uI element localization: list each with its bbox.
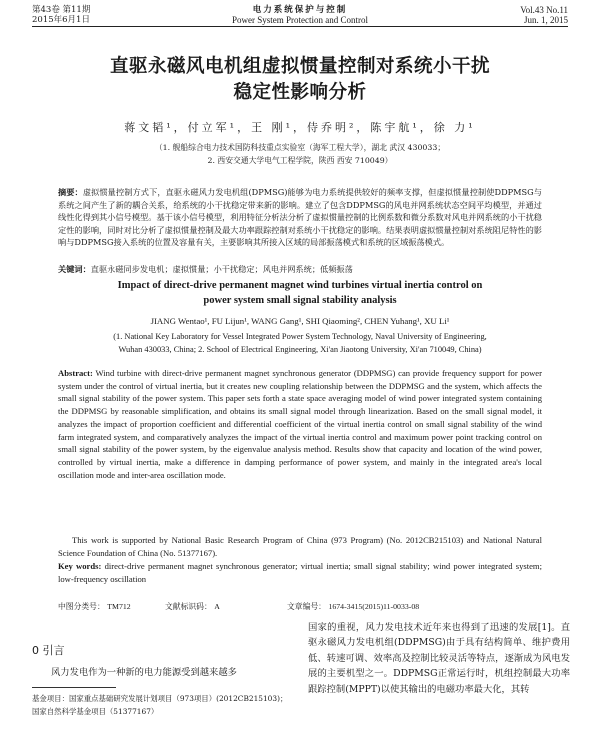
intro-right-text: 国家的重视，风力发电技术近年来也得到了迅速的发展[1]。直驱永磁风力发电机组(DDPMSG)由于具有结构简单、维护费用低、转速可调、效率高及控制比较灵活等特点，逐渐成为风电发展的主要机型之一。DDPMSG正常运行时，机组控制最大功率跟踪控制(MPPT)以使其输出的电磁功率最大化，其转	[308, 622, 570, 695]
article-label: 文章编号：	[287, 602, 326, 611]
affiliation-zh-1: （1. 舰船综合电力技术国防科技重点实验室（海军工程大学），湖北 武汉 430033；	[154, 143, 446, 152]
affiliation-en-2: Wuhan 430033, China; 2. School of Electrical Engineering, Xi'an Jiaotong University, Xi'an 710049, China)	[118, 345, 482, 354]
abstract-en	[58, 367, 542, 533]
keywords-en-text: direct-drive permanent magnet synchronous generator; virtual inertia; small signal stability; wind power integrated system; low-frequency oscillation	[58, 561, 543, 584]
title-zh-line2: 稳定性影响分析	[233, 82, 367, 103]
affiliation-zh-2: 2. 西安交通大学电气工程学院，陕西 西安 710049）	[207, 156, 393, 165]
section-heading-introduction: 0 引言	[32, 644, 65, 657]
title-zh-line1: 直驱永磁风电机组虚拟惯量控制对系统小干扰	[109, 56, 490, 77]
footnote-funding: 基金项目：国家重点基础研究发展计划项目（973项目）(2012CB215103)；国家自然科学基金项目（51377167）	[32, 694, 288, 716]
header-date-zh: 2015年6月1日	[32, 15, 90, 25]
keywords-en	[58, 560, 542, 585]
keywords-zh-text: 直驱永磁同步发电机；虚拟惯量；小干扰稳定；风电并网系统；低频振荡	[90, 264, 353, 274]
authors-en: JIANG Wentao¹, FU Lijun¹, WANG Gang¹, SHI Qiaoming², CHEN Yuhang¹, XU Li¹	[150, 316, 450, 326]
doc-value: A	[214, 602, 220, 611]
clc-value: TM712	[107, 602, 131, 611]
header-volume-zh: 第43卷 第11期	[32, 5, 91, 15]
document-code	[165, 601, 220, 614]
title-en-line2: power system small signal stability analysis	[203, 295, 397, 306]
article-value: 1674-3415(2015)11-0033-08	[328, 602, 420, 611]
doc-label: 文献标识码：	[165, 602, 212, 611]
abstract-en-text: Wind turbine with direct-drive permanent magnet synchronous generator (DDPMSG) can provide frequency support for power system under the control of virtual inertia, but it creates new coupling relationship between the DDPMSG and the system, which affects the small signal stability of the power system. This paper sets forth a state space averaging model of wind power integrated system containing the DDPMSG by reasonable simplification, and obtains its small signal model through linearization. Based on the small signal model, it analyzes the impact of proportion coefficient and differential coefficient of the virtual inertia control on small signal stability of the wind farm integrated system, and comparatively analyzes the impact of the virtual inertia control and maximum power point tracking control on small signal stability of the power system, by the eigenvalue analysis method. Results show that capacity and location of the wind power, controlled by virtual inertia, make a difference in damping performance of power system, and mainly in the integrated area's local oscillation mode and inter-area oscillation mode.	[58, 368, 542, 480]
title-en-line1: Impact of direct-drive permanent magnet wind turbines virtual inertia control on	[117, 280, 483, 291]
header-volume-en: Vol.43 No.11	[520, 5, 568, 15]
article-number	[287, 601, 419, 614]
intro-left-text: 风力发电作为一种新的电力能源受到越来越多	[51, 667, 237, 678]
affiliation-en-1: (1. National Key Laboratory for Vessel Integrated Power System Technology, Naval University of Engineering,	[113, 332, 487, 341]
abstract-zh	[58, 186, 542, 262]
keywords-zh-label: 关键词：	[58, 264, 91, 274]
clc-number	[58, 601, 131, 614]
header-date-en: Jun. 1, 2015	[523, 15, 568, 25]
footnote-rule	[32, 687, 116, 688]
header-rule	[32, 26, 568, 27]
keywords-en-label: Key words:	[58, 561, 102, 571]
header-journal-zh: 电力系统保护与控制	[252, 5, 348, 15]
support-en: This work is supported by National Basic Research Program of China (973 Program) (No. 2012CB215103) and National Natural Science Foundation of China (No. 51377167).	[58, 535, 542, 558]
clc-label: 中图分类号：	[58, 602, 105, 611]
keywords-zh	[58, 263, 542, 276]
abstract-zh-text: 虚拟惯量控制方式下，直驱永磁风力发电机组(DPMSG)能够为电力系统提供较好的频率支撑，但虚拟惯量控制使DDPMSG与系统之间产生了新的耦合关系，给系统的小干扰稳定带来新的影响。建立了包含DDPMSG的风电并网系统状态空间平均模型，并通过线性化得到其小信号模型。基于该小信号模型，利用特征分析法分析了虚拟惯量控制的比例系数和微分系数对风电并网系统的小干扰稳定性的影响，同时对比分析了虚拟惯量控制及最大功率跟踪控制对系统小干扰稳定的影响。结果表明虚拟惯量控制对系统阻尼特性的影响与DDPMSG接入系统的位置及容量有关，主要影响其所接入区域的局部振荡模式和系统的区域振荡模式。	[58, 187, 542, 248]
abstract-zh-label: 摘要：	[58, 187, 83, 197]
header-journal-en: Power System Protection and Control	[232, 15, 368, 25]
abstract-en-label: Abstract:	[58, 368, 93, 378]
authors-zh: 蒋文韬¹，付立军¹，王 刚¹，侍乔明²，陈宇航¹，徐 力¹	[124, 121, 476, 134]
